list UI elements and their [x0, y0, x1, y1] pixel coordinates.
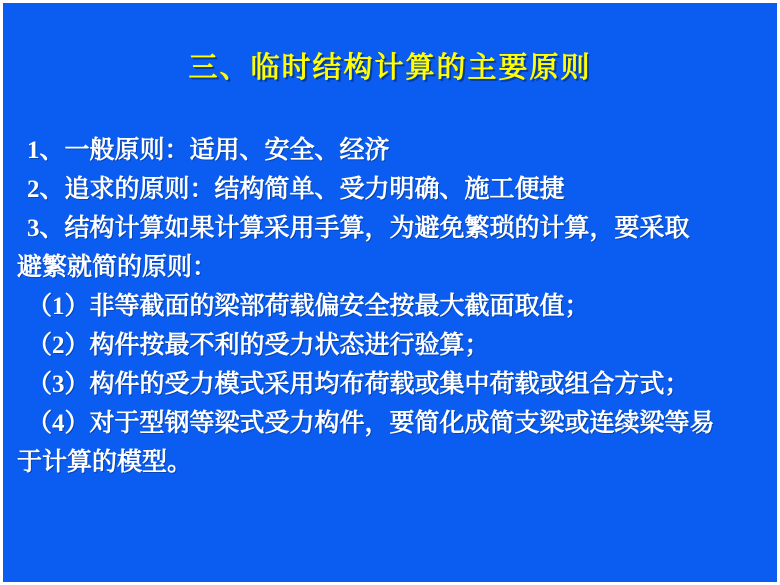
body-line: 于计算的模型。 [17, 449, 193, 476]
slide-content-area [3, 3, 777, 582]
body-line: 2、追求的原则：结构简单、受力明确、施工便捷 [27, 176, 565, 203]
body-line: （1）非等截面的梁部荷载偏安全按最大截面取值； [27, 293, 590, 320]
body-line: 3、结构计算如果计算采用手算，为避免繁琐的计算，要采取 [27, 215, 690, 242]
slide-body [17, 131, 763, 482]
body-line: （2）构件按最不利的受力状态进行验算； [27, 332, 490, 359]
body-line: （3）构件的受力模式采用均布荷载或集中荷载或组合方式； [27, 371, 690, 398]
body-line: 1、一般原则：适用、安全、经济 [27, 137, 390, 164]
body-line: （4）对于型钢等梁式受力构件，要简化成简支梁或连续梁等易 [27, 410, 715, 437]
body-line: 避繁就简的原则： [17, 254, 218, 281]
page-title: 三、临时结构计算的主要原则 [188, 52, 592, 84]
